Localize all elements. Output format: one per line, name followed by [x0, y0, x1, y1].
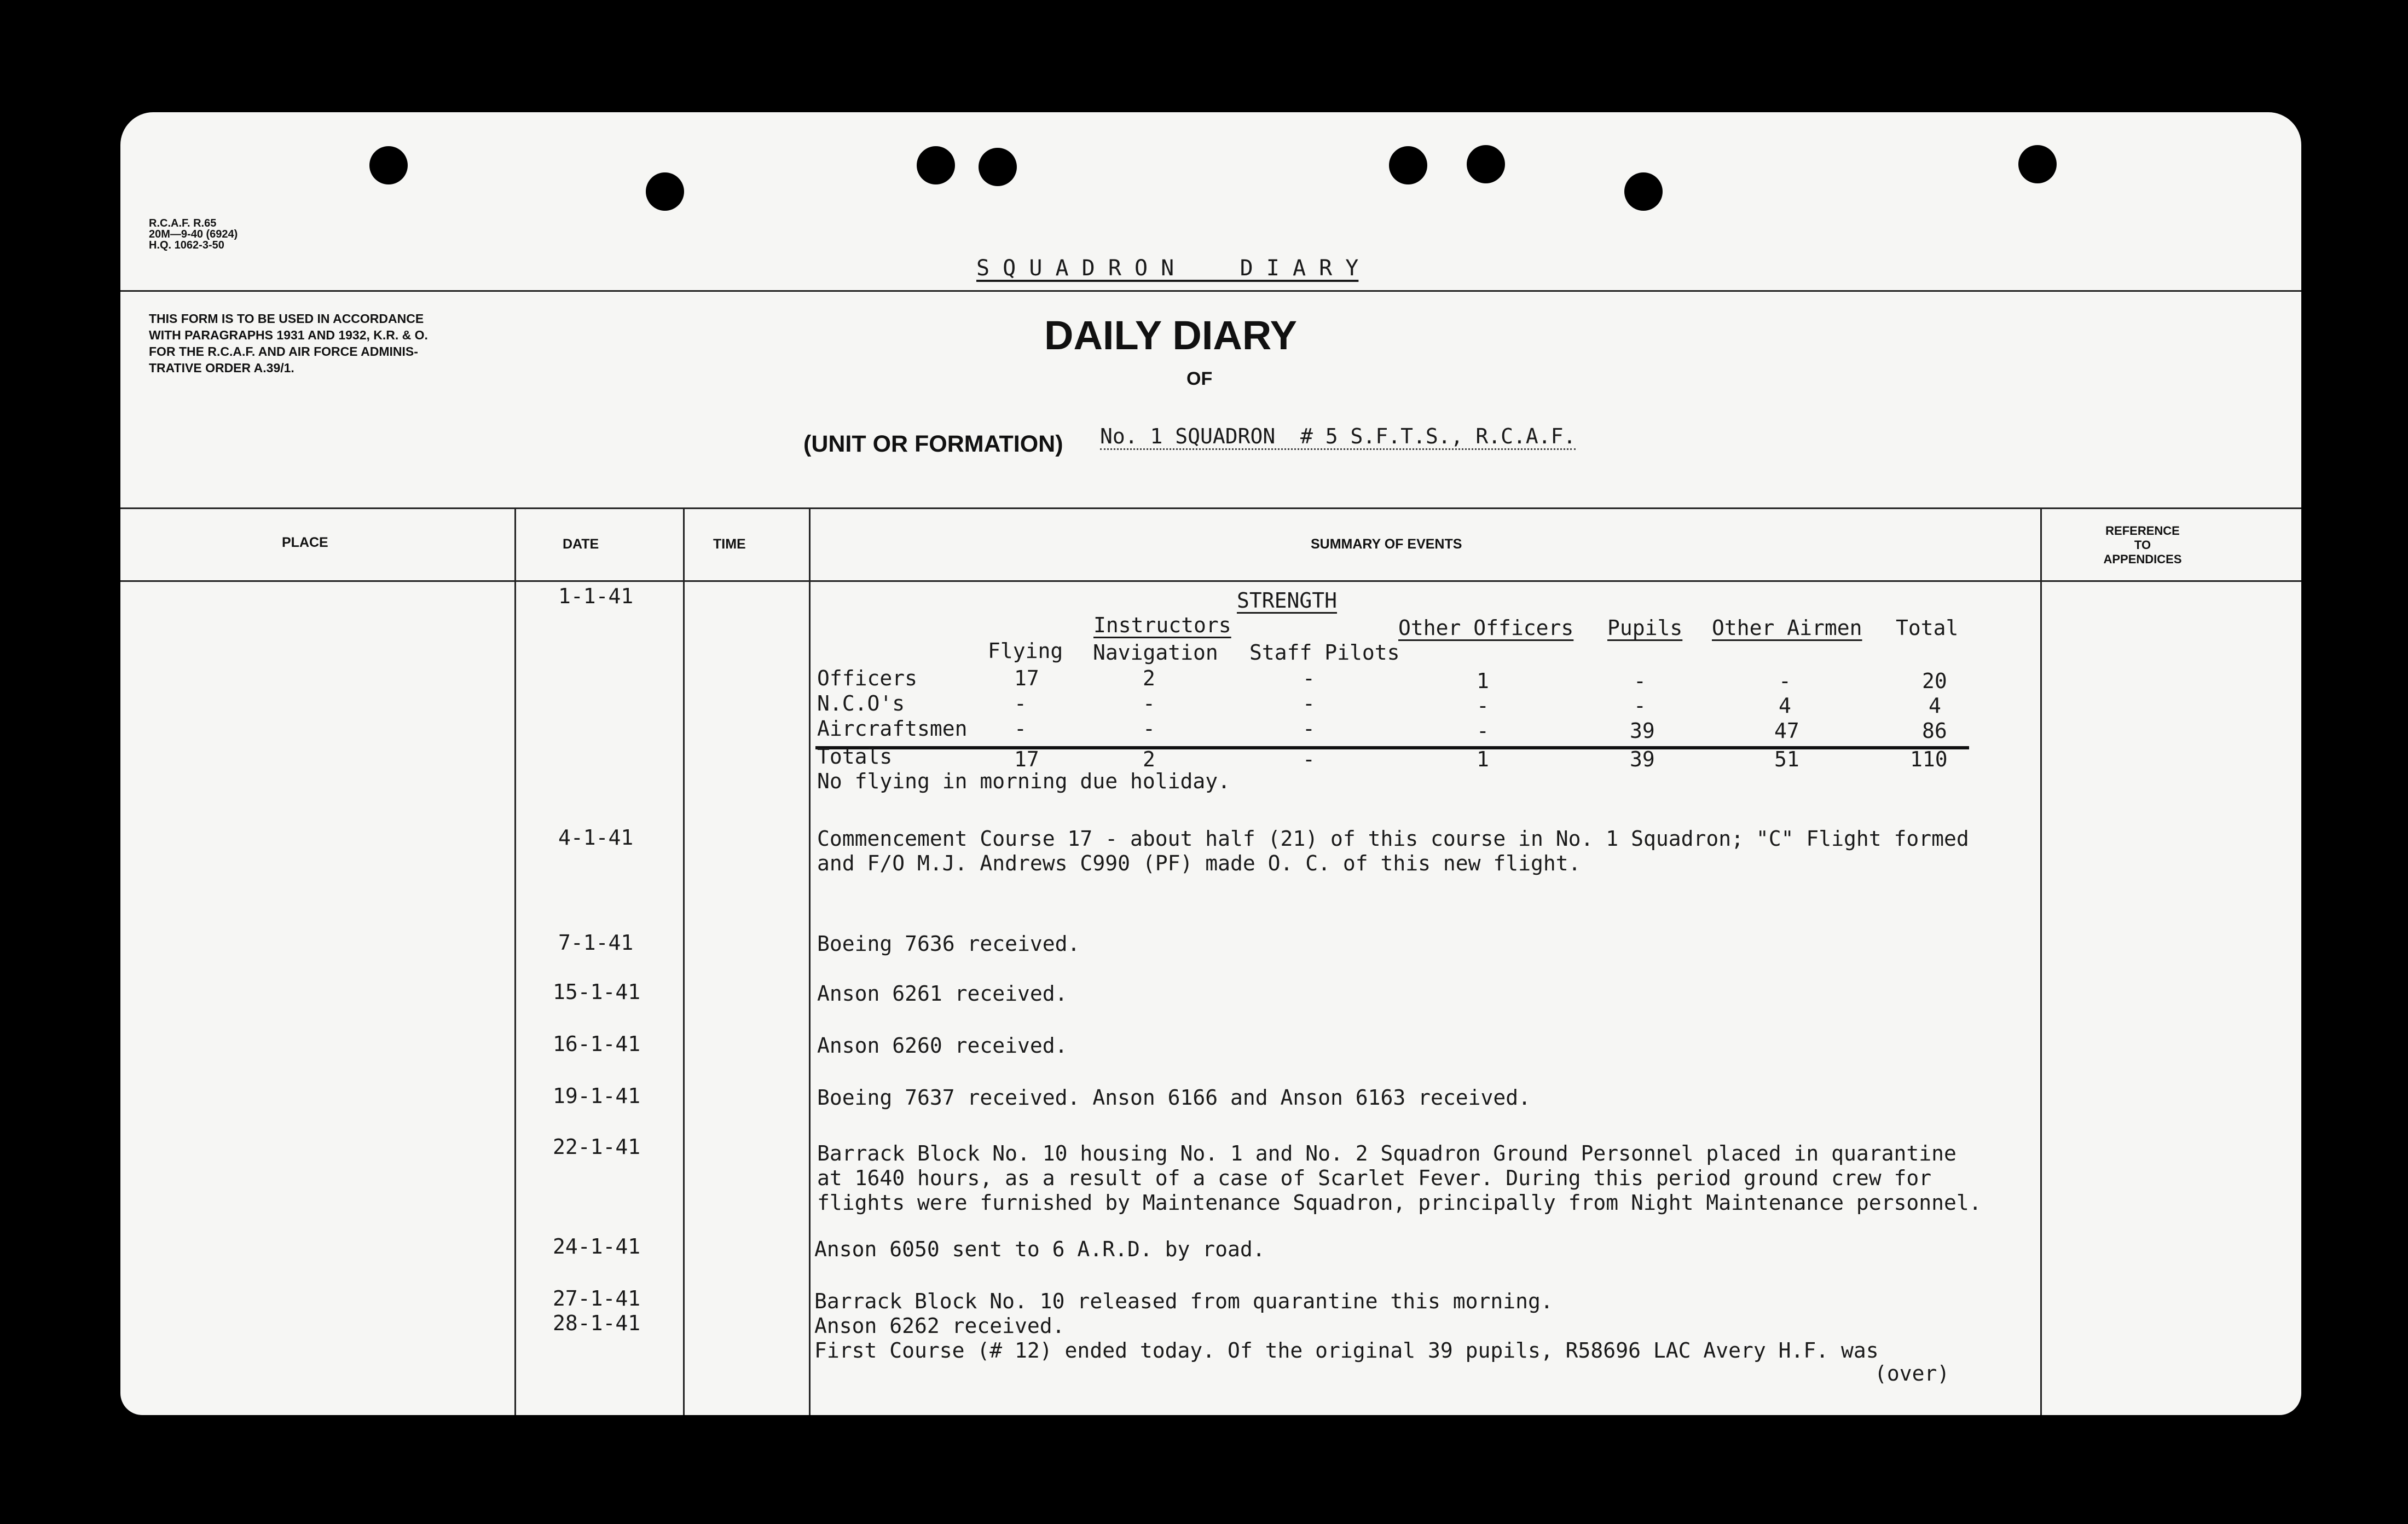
reference-line: REFERENCE	[2105, 524, 2180, 538]
summary-reference-divider	[2040, 507, 2042, 1415]
entry-text: Anson 6260 received.	[817, 1034, 1068, 1058]
entry-date: 28-1-41	[553, 1311, 641, 1335]
other-officers-header: Other Officers	[1398, 616, 1574, 640]
entry-text: No flying in morning due holiday.	[817, 769, 1230, 793]
strength-cell: 1	[1477, 747, 1489, 771]
entry-text: Anson 6261 received.	[817, 982, 1068, 1006]
strength-cell: 39	[1630, 719, 1655, 743]
entry-date: 22-1-41	[553, 1135, 641, 1159]
form-code-line: R.C.A.F. R.65	[149, 217, 217, 229]
strength-cell: 4	[1779, 694, 1791, 718]
entry-date: 24-1-41	[553, 1234, 641, 1259]
staff-pilots-header: Staff Pilots	[1249, 640, 1400, 665]
page-title: DAILY DIARY	[1044, 313, 1297, 358]
strength-cell: 110	[1910, 747, 1948, 771]
entry-text: Boeing 7636 received.	[817, 932, 1080, 956]
strength-cell: 4	[1929, 694, 1941, 718]
time-summary-divider	[809, 507, 811, 1415]
strength-cell: 2	[1143, 666, 1155, 690]
entry-date: 7-1-41	[558, 931, 634, 955]
navigation-header: Navigation	[1093, 640, 1218, 665]
strength-row-label: Officers	[817, 666, 918, 690]
table-top-rule	[120, 507, 2301, 509]
column-header-date: DATE	[563, 536, 599, 552]
punch-hole	[1624, 172, 1663, 211]
other-airmen-header: Other Airmen	[1712, 616, 1862, 640]
notice-line: WITH PARAGRAPHS 1931 AND 1932, K.R. & O.	[149, 328, 428, 342]
strength-cell: 1	[1477, 669, 1489, 693]
entry-text: Anson 6262 received.	[814, 1314, 1065, 1338]
flying-header: Flying	[988, 639, 1063, 663]
punch-hole	[369, 146, 408, 184]
entry-text: Barrack Block No. 10 released from quarantine this morning.	[814, 1289, 1553, 1313]
entry-date: 19-1-41	[553, 1084, 641, 1108]
over-note: (over)	[1874, 1361, 1950, 1386]
punch-hole	[646, 172, 684, 211]
entry-date: 4-1-41	[558, 826, 634, 850]
unit-label: (UNIT OR FORMATION)	[803, 431, 1063, 457]
strength-cell: -	[1634, 669, 1646, 693]
column-header-time: TIME	[713, 536, 746, 552]
strength-cell: -	[1634, 694, 1646, 718]
punch-hole	[917, 146, 955, 184]
notice-line: THIS FORM IS TO BE USED IN ACCORDANCE	[149, 311, 424, 326]
instructors-header: Instructors	[1093, 613, 1231, 637]
entry-date: 1-1-41	[558, 584, 634, 608]
column-header-rule	[120, 580, 2301, 582]
punch-hole	[979, 148, 1017, 186]
entry-date: 15-1-41	[553, 980, 641, 1004]
squadron-diary-heading: S Q U A D R O N D I A R Y	[976, 256, 1359, 281]
strength-cell: 47	[1774, 719, 1799, 743]
strength-row-label: Totals	[817, 744, 893, 769]
entry-text: Boeing 7637 received. Anson 6166 and Anson 6163 received.	[817, 1086, 1531, 1110]
strength-cell: 20	[1922, 669, 1947, 693]
strength-cell: -	[1477, 694, 1489, 718]
entry-text: Anson 6050 sent to 6 A.R.D. by road.	[814, 1237, 1265, 1261]
strength-cell: -	[1014, 717, 1027, 741]
unit-value: No. 1 SQUADRON # 5 S.F.T.S., R.C.A.F.	[1100, 424, 1576, 450]
entry-date: 16-1-41	[553, 1032, 641, 1056]
entry-text: First Course (# 12) ended today. Of the original 39 pupils, R58696 LAC Avery H.F. was	[814, 1338, 1879, 1363]
strength-cell: 17	[1014, 666, 1039, 690]
punch-hole	[2018, 145, 2057, 183]
strength-cell: 2	[1143, 747, 1155, 771]
entry-date: 27-1-41	[553, 1286, 641, 1311]
strength-cell: -	[1477, 719, 1489, 743]
strength-cell: 51	[1774, 747, 1799, 771]
strength-row-label: N.C.O's	[817, 691, 905, 715]
title-of: OF	[1186, 368, 1213, 389]
strength-title: STRENGTH	[1237, 588, 1338, 613]
strength-cell: -	[1143, 691, 1155, 715]
strength-cell: -	[1779, 669, 1791, 693]
pupils-header: Pupils	[1607, 616, 1683, 640]
form-code-line: 20M—9-40 (6924)	[149, 228, 238, 240]
reference-line: APPENDICES	[2103, 552, 2182, 566]
punch-hole	[1389, 146, 1427, 184]
strength-cell: -	[1303, 717, 1315, 741]
entry-text: at 1640 hours, as a result of a case of Scarlet Fever. During this period ground crew for	[817, 1166, 1932, 1190]
notice-line: FOR THE R.C.A.F. AND AIR FORCE ADMINIS-	[149, 344, 418, 359]
reference-line: TO	[2134, 538, 2151, 552]
column-header-place: PLACE	[282, 535, 328, 550]
strength-cell: 39	[1630, 747, 1655, 771]
form-notice	[149, 310, 428, 376]
date-time-divider	[683, 507, 685, 1415]
column-header-reference	[2099, 524, 2186, 567]
strength-cell: -	[1303, 747, 1315, 771]
strength-row-label: Aircraftsmen	[817, 717, 968, 741]
form-code	[149, 218, 238, 251]
strength-cell: 17	[1014, 747, 1039, 771]
place-date-divider	[514, 507, 516, 1415]
strength-cell: -	[1303, 691, 1315, 715]
entry-text: and F/O M.J. Andrews C990 (PF) made O. C. of this new flight.	[817, 851, 1581, 875]
entry-text: flights were furnished by Maintenance Squadron, principally from Night Maintenance personnel.	[817, 1191, 1982, 1215]
column-header-summary: SUMMARY OF EVENTS	[1311, 536, 1462, 552]
entry-text: Commencement Course 17 - about half (21) of this course in No. 1 Squadron; "C" Flight formed	[817, 827, 1969, 851]
total-header: Total	[1896, 616, 1959, 640]
notice-line: TRATIVE ORDER A.39/1.	[149, 361, 294, 375]
strength-cell: -	[1143, 717, 1155, 741]
diary-sheet	[120, 112, 2301, 1415]
entry-text: Barrack Block No. 10 housing No. 1 and No. 2 Squadron Ground Personnel placed in quarantine	[817, 1141, 1956, 1165]
header-rule	[120, 290, 2301, 292]
form-code-line: H.Q. 1062-3-50	[149, 239, 224, 251]
strength-cell: 86	[1922, 719, 1947, 743]
punch-hole	[1467, 145, 1505, 183]
strength-cell: -	[1303, 666, 1315, 690]
strength-cell: -	[1014, 691, 1027, 715]
